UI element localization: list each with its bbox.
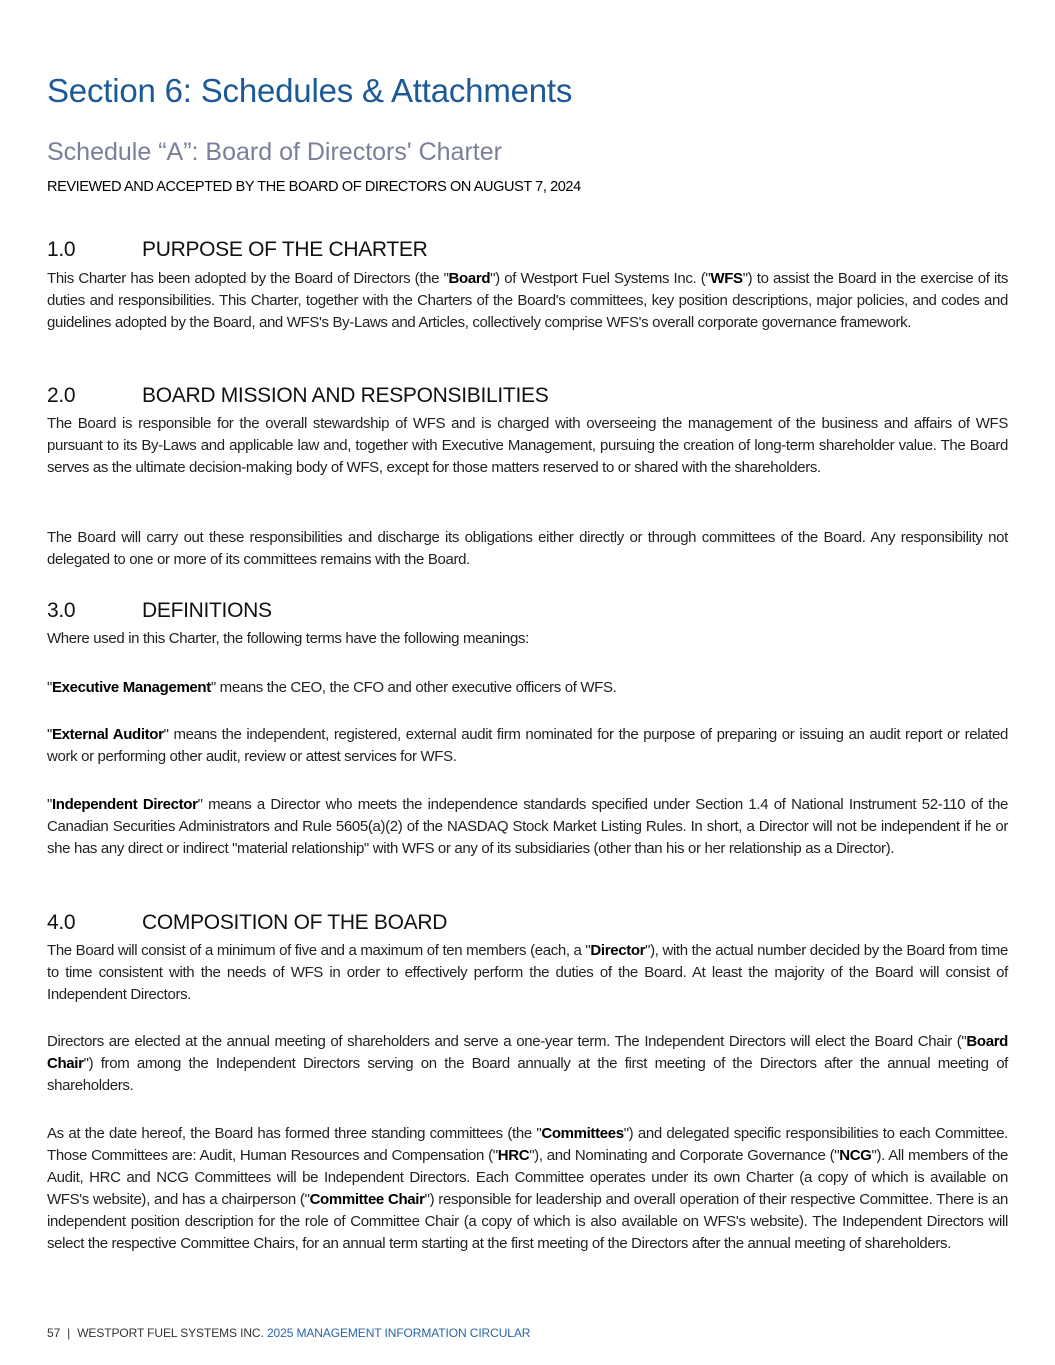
footer-company: WESTPORT FUEL SYSTEMS INC. bbox=[77, 1326, 264, 1340]
section-number: 4.0 bbox=[47, 911, 76, 934]
paragraph-text: " bbox=[47, 726, 52, 743]
paragraph bbox=[47, 1031, 1008, 1097]
paragraph-text: "), and Nominating and Corporate Governance (" bbox=[529, 1147, 840, 1164]
section-heading-text: PURPOSE OF THE CHARTER bbox=[142, 238, 428, 261]
section-number: 2.0 bbox=[47, 384, 76, 407]
section-heading-text: DEFINITIONS bbox=[142, 599, 272, 622]
paragraph bbox=[47, 940, 1008, 1006]
paragraph-text: "), with the actual number decided by the Board from time to time consistent with the needs of WFS in order to effectively perform the duties of the Board. At least the majority of the Board will consist of Independent Directors. bbox=[47, 942, 1009, 1003]
paragraph bbox=[47, 628, 1008, 650]
defined-term: NCG bbox=[839, 1147, 872, 1164]
footer-separator: | bbox=[67, 1326, 71, 1340]
paragraph-text: Directors are elected at the annual meeting of shareholders and serve a one-year term. The Independent Directors will elect the Board Chair (" bbox=[47, 1033, 967, 1050]
paragraph-text: " means a Director who meets the independence standards specified under Section 1.4 of National Instrument 52-110 of the Canadian Securities Administrators and Rule 5605(a)(2) of the NASDAQ Stock Market Listing Rules. In short, a Director will not be independent if he or she has any direct or indirect "material relationship" with WFS or any of its subsidiaries (other than his or her relationship as a Director). bbox=[47, 796, 1008, 857]
paragraph bbox=[47, 413, 1008, 479]
page-number: 57 bbox=[47, 1326, 61, 1340]
defined-term: Board Chair bbox=[47, 1033, 1008, 1072]
section-number: 3.0 bbox=[47, 599, 76, 622]
paragraph bbox=[47, 527, 1008, 571]
heading-definitions bbox=[47, 599, 272, 623]
page-footer bbox=[47, 1326, 530, 1340]
paragraph-text: ") of Westport Fuel Systems Inc. (" bbox=[490, 270, 711, 287]
definition-external-auditor bbox=[47, 724, 1008, 768]
section-number: 1.0 bbox=[47, 238, 76, 261]
section-title: Section 6: Schedules & Attachments bbox=[47, 72, 573, 109]
paragraph-text: ") from among the Independent Directors serving on the Board annually at the first meeting of the Directors after the annual meeting of shareholders. bbox=[47, 1055, 1008, 1094]
section-heading-text: BOARD MISSION AND RESPONSIBILITIES bbox=[142, 384, 549, 407]
paragraph-text: As at the date hereof, the Board has formed three standing committees (the " bbox=[47, 1125, 542, 1142]
footer-document-title: 2025 MANAGEMENT INFORMATION CIRCULAR bbox=[266, 1326, 531, 1340]
paragraph-text: This Charter has been adopted by the Board of Directors (the " bbox=[47, 270, 449, 287]
defined-term: HRC bbox=[497, 1147, 530, 1164]
defined-term: Director bbox=[590, 942, 646, 959]
defined-term: Executive Management bbox=[51, 679, 211, 696]
definition-executive-management bbox=[47, 677, 1008, 699]
paragraph-text: The Board will carry out these responsibilities and discharge its obligations either directly or through committees of the Board. Any responsibility not delegated to one or more of its committees remains with the Board. bbox=[47, 529, 1008, 568]
section-heading-text: COMPOSITION OF THE BOARD bbox=[142, 911, 448, 934]
paragraph bbox=[47, 268, 1008, 334]
heading-composition bbox=[47, 911, 447, 935]
paragraph-text: "). All members of the Audit, HRC and NCG Committees will be Independent Directors. Each Committee operates under its own Charter (a copy of which is available on WFS's website), and has a chairperson (" bbox=[47, 1147, 1008, 1208]
paragraph-text: ") and delegated specific responsibilities to each Committee. Those Committees are: Audit, Human Resources and Compensation (" bbox=[47, 1125, 1008, 1164]
paragraph-text: The Board is responsible for the overall stewardship of WFS and is charged with overseeing the management of the business and affairs of WFS pursuant to its By-Laws and applicable law and, together with Executive Management, pursuing the creation of long-term shareholder value. The Board serves as the ultimate decision-making body of WFS, except for those matters reserved to or shared with the shareholders. bbox=[47, 415, 1008, 476]
defined-term: Committee Chair bbox=[309, 1191, 425, 1208]
defined-term: External Auditor bbox=[51, 726, 164, 743]
paragraph-text: " means the CEO, the CFO and other executive officers of WFS. bbox=[210, 679, 617, 696]
paragraph-text: ") to assist the Board in the exercise of its duties and responsibilities. This Charter, together with the Charters of the Board's committees, key position descriptions, major policies, and codes and guidelines adopted by the Board, and WFS's By-Laws and Articles, collectively comprise WFS's overall corporate governance framework. bbox=[47, 270, 1009, 331]
definition-independent-director bbox=[47, 794, 1008, 860]
paragraph-text: ") responsible for leadership and overall operation of their respective Committee. There is an independent position description for the role of Committee Chair (a copy of which is also available on WFS's website). The Independent Directors will select the respective Committee Chairs, for an annual term starting at the first meeting of the Directors after the annual meeting of shareholders. bbox=[47, 1191, 1009, 1252]
heading-purpose bbox=[47, 238, 428, 262]
schedule-title: Schedule “A”: Board of Directors' Charter bbox=[47, 138, 502, 166]
paragraph-text: Where used in this Charter, the following terms have the following meanings: bbox=[47, 630, 529, 647]
paragraph-text: " means the independent, registered, external audit firm nominated for the purpose of preparing or issuing an audit report or related work or performing other audit, review or attest services for WFS. bbox=[47, 726, 1009, 765]
reviewed-statement: REVIEWED AND ACCEPTED BY THE BOARD OF DIRECTORS ON AUGUST 7, 2024 bbox=[47, 179, 581, 195]
defined-term: WFS bbox=[710, 270, 743, 287]
defined-term: Committees bbox=[541, 1125, 624, 1142]
paragraph-text: " bbox=[47, 679, 52, 696]
paragraph-text: The Board will consist of a minimum of five and a maximum of ten members (each, a " bbox=[47, 942, 591, 959]
defined-term: Board bbox=[448, 270, 491, 287]
heading-board-mission bbox=[47, 384, 548, 408]
defined-term: Independent Director bbox=[51, 796, 198, 813]
paragraph bbox=[47, 1123, 1008, 1255]
paragraph-text: " bbox=[47, 796, 52, 813]
